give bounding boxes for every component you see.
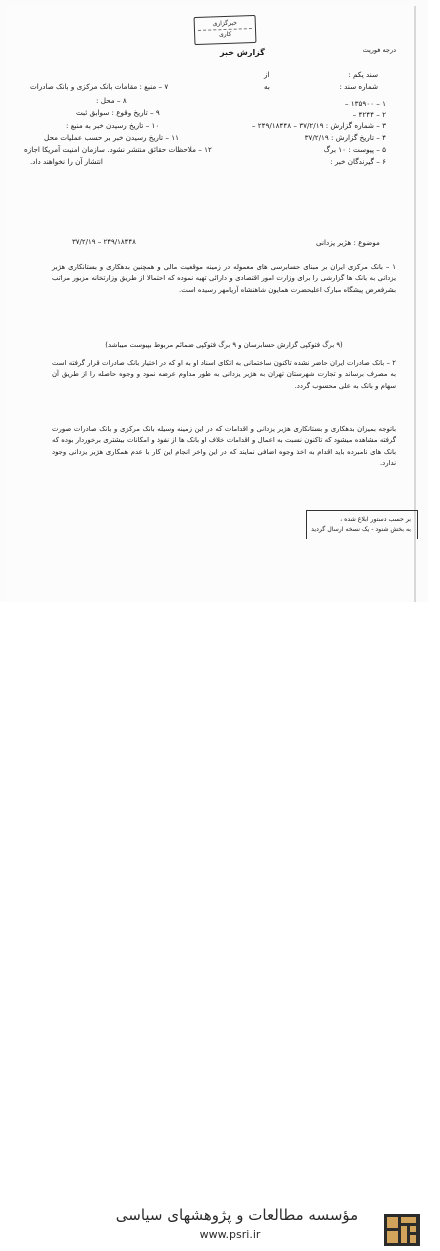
stamp — [194, 15, 257, 45]
left-line-9-value: سوابق ثبت — [76, 108, 110, 117]
paragraph-2: (۹ برگ فتوکپی گزارش حسابرسان و ۹ برگ فتوکپی ضمائم مربوط بپیوست میباشد) — [105, 341, 343, 349]
right-line-2: شماره سند : — [339, 82, 378, 91]
document-title: گزارش خبر — [220, 48, 265, 57]
routing-note-box — [306, 510, 418, 539]
routing-note-line-2: به بخش شنود - یک نسخه ارسال گردید — [311, 526, 411, 533]
left-line-8: ۸ – محل : — [96, 96, 127, 105]
institute-logo-icon — [383, 1213, 421, 1247]
urgency-label: درجه فوریت — [362, 46, 396, 54]
left-line-11: ۱۱ – تاریخ رسیدن خبر بر حسب عملیات محل — [44, 133, 179, 142]
left-line-12: ۱۲ – ملاحظات حقائق منتشر نشود. سازمان امنیت آمریکا اجازه — [24, 145, 212, 154]
right-line-8: ۶ – گیرندگان خبر : — [330, 157, 386, 166]
document-sheet — [6, 6, 416, 602]
paragraph-4: باتوجه بمیزان بدهکاری و بستانکاری هژبر یزدانی و اقدامات که در این زمینه وسیله بانک مرکزی و بانک صادرات صورت گرفته مشاهده میشود که تاکنون نسبت به اعمال و اقدامات خلاف او بانک ها از نفوذ و امکانات بیشتری برخوردار بوده که بانک های نامبرده باید اقدام به اخذ وجوه اضافی نمایند که در این واخر انجام این کار با عدم همکاری هژبر یزدانی وجود ندارد. — [52, 425, 396, 467]
left-line-9-label: ۹ – تاریخ وقوع : — [111, 108, 160, 117]
subject: موضوع : هژبر یزدانی — [316, 238, 380, 247]
left-line-7: ۷ – منبع : مقامات بانک مرکزی و بانک صادرات — [30, 82, 169, 91]
left-line-10: ۱۰ – تاریخ رسیدن خبر به منبع : — [66, 121, 160, 130]
reference-number: ۳۷/۲/۱۹ – ۲۴۹/۱۸۴۴۸ — [72, 238, 136, 246]
right-line-7: ۵ – پیوست : ۱۰ برگ — [323, 145, 386, 154]
stamp-top-text: خبرگزاری — [198, 18, 252, 31]
right-line-4: ۲ – ۴۲۴۴ – — [352, 110, 386, 119]
paragraph-1: ۱ – بانک مرکزی ایران بر مبنای حسابرسی های معموله در زمینه موقعیت مالی و همچنین بدهکاری و بستانکاری هژبر یزدانی به بانک ها گزارشی را برای وزارت امور اقتصادی و دارائی تهیه نموده که احتمالا از طریق وزارتخانه مزبور مراتب بشرفعرض پیشگاه مبارک اعلیحضرت همایون شاهنشاه آریامهر رسیده است. — [52, 263, 396, 294]
routing-note-line-1: بر حسب دستور ابلاغ شده ، — [340, 516, 411, 523]
footer-bar — [0, 602, 440, 1241]
paragraph-3: ۲ – بانک صادرات ایران حاضر نشده تاکنون ساختمانی به اتکای اسناد او به او که در اختیار بانک صادرات قرار گرفته است به مصرف برساند و تجارت شهرستان تهران به هژبر یزدانی به طور مداوم عرضه نمود و وجوه حاصله را از طریق آن سهام و بانک به علی محسوب گردد. — [52, 359, 396, 390]
right-line-3: ۱ – ۱۳۵۹۰۰ – — [344, 99, 386, 108]
institute-name: مؤسسه مطالعات و پژوهشهای سیاسی — [115, 1206, 359, 1224]
left-line-9 — [76, 108, 160, 117]
right-line-1: سند یکم : — [348, 70, 378, 79]
stamp-bottom-text: کاری — [218, 30, 232, 39]
to-label: به — [264, 82, 270, 91]
right-line-6: ۴ – تاریخ گزارش : ۳۷/۲/۱۹ — [304, 133, 386, 142]
from-label: از — [264, 70, 270, 79]
left-line-13: انتشار آن را نخواهند داد. — [30, 157, 103, 166]
right-line-5: ۳ – شماره گزارش : ۳۷/۲/۱۹ – ۲۴۹/۱۸۴۴۸ – — [251, 121, 386, 130]
website-url: www.psri.ir — [199, 1228, 261, 1241]
